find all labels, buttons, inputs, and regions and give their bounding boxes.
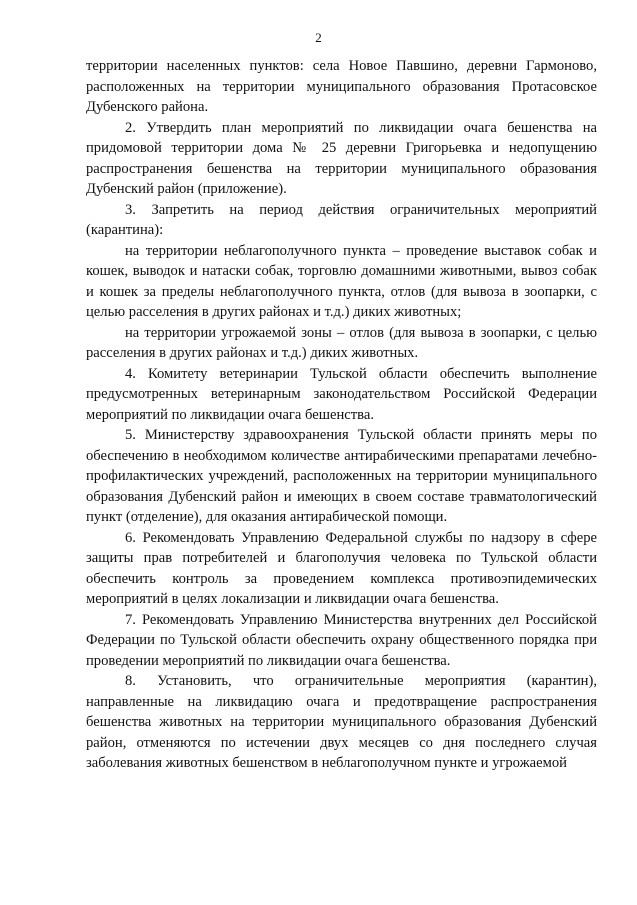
paragraph-item-4: 4. Комитету ветеринарии Тульской области обеспечить выполнение предусмотренных ветеринарным законодательством Российской Федерации мероприятий по ликвидации очага бешенства. bbox=[86, 365, 597, 423]
document-body bbox=[86, 56, 597, 774]
paragraph-item-3: 3. Запретить на период действия ограничительных мероприятий (карантина): bbox=[86, 201, 597, 238]
paragraph-item-6: 6. Рекомендовать Управлению Федеральной службы по надзору в сфере защиты прав потребителей и благополучия человека по Тульской области обеспечить контроль за проведением комплекса противоэпидемических мероприятий в целях локализации и ликвидации очага бешенства. bbox=[86, 529, 597, 607]
paragraph-item-5: 5. Министерству здравоохранения Тульской области принять меры по обеспечению в необходимом количестве антирабическими препаратами лечебно-профилактических учреждений, расположенных на территории муниципального образования Дубенский район и имеющих в своем составе травматологический пункт (отделение), для оказания антирабической помощи. bbox=[86, 427, 597, 525]
page-number: 2 bbox=[315, 30, 322, 45]
paragraph-item-7: 7. Рекомендовать Управлению Министерства внутренних дел Российской Федерации по Тульской области обеспечить охрану общественного порядка при проведении мероприятий по ликвидации очага бешенства. bbox=[86, 611, 597, 669]
paragraph-item-3-subclause-1: на территории неблагополучного пункта – проведение выставок собак и кошек, выводок и натаски собак, торговлю домашними животными, вывоз собак и кошек за пределы неблагополучного пункта, отлов (для вывоза в зоопарки, с целью расселения в других районах и т.д.) диких животных; bbox=[86, 242, 597, 320]
paragraph-item-3-subclause-2: на территории угрожаемой зоны – отлов (для вывоза в зоопарки, с целью расселения в других районах и т.д.) диких животных. bbox=[86, 324, 597, 361]
paragraph-continuation: территории населенных пунктов: села Новое Павшино, деревни Гармоново, расположенных на территории муниципального образования Протасовское Дубенского района. bbox=[86, 58, 597, 115]
paragraph-item-8: 8. Установить, что ограничительные мероприятия (карантин), направленные на ликвидацию очага и предотвращение распространения бешенства животных на территории муниципального образования Дубенский район, отменяются по истечении двух месяцев со дня последнего случая заболевания животных бешенством в неблагополучном пункте и угрожаемой bbox=[86, 673, 597, 771]
paragraph-item-2: 2. Утвердить план мероприятий по ликвидации очага бешенства на придомовой территории дома № 25 деревни Григорьевка и недопущению распространения бешенства на территории муниципального образования Дубенский район (приложение). bbox=[86, 119, 597, 197]
